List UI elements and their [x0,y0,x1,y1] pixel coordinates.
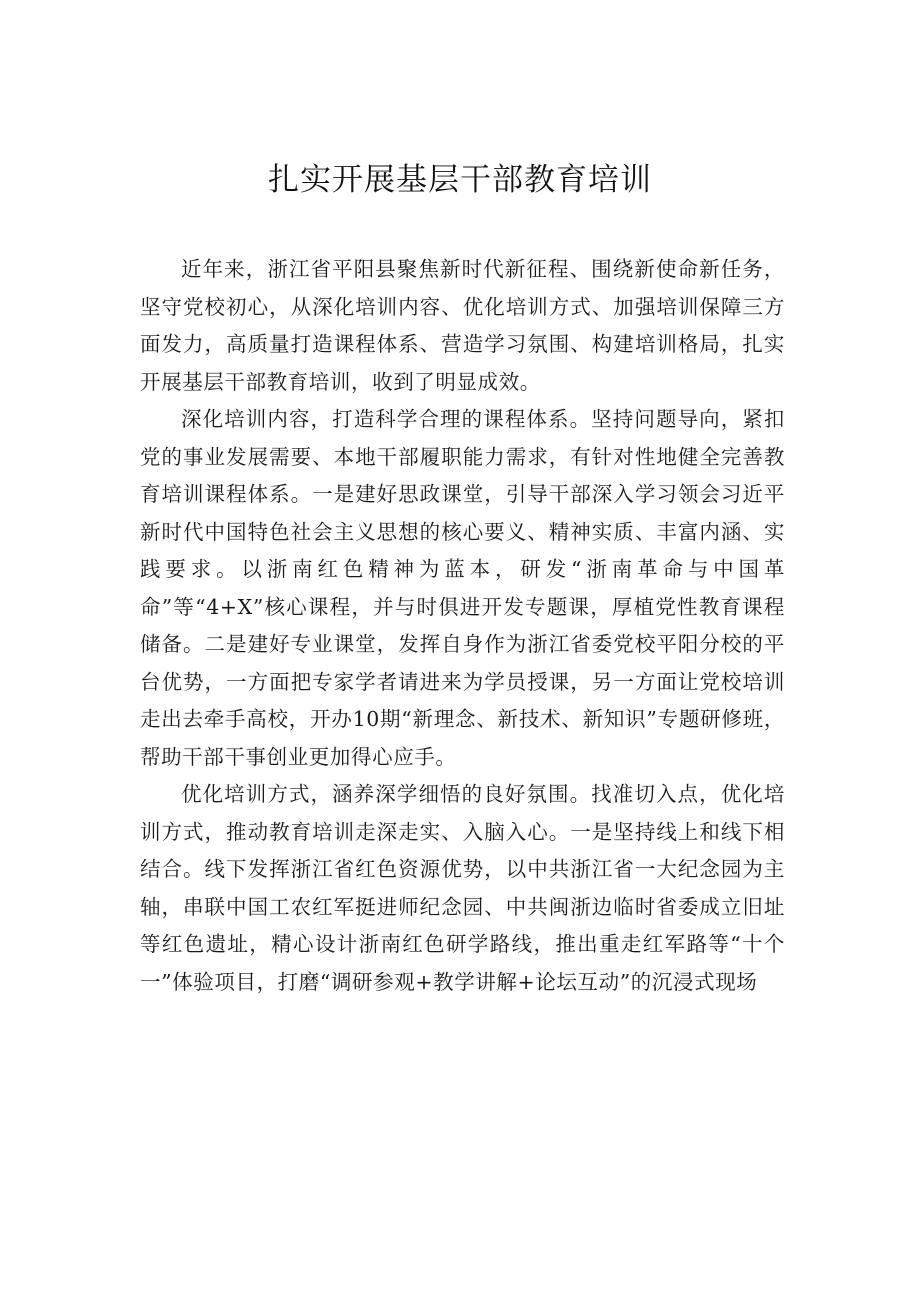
document-body [140,251,785,1001]
paragraph-intro: 近年来，浙江省平阳县聚焦新时代新征程、围绕新使命新任务，坚守党校初心，从深化培训内容、优化培训方式、加强培训保障三方面发力，高质量打造课程体系、营造学习氛围、构建培训格局，扎实开展基层干部教育培训，收到了明显成效。 [140,257,785,394]
paragraph-training-methods: 优化培训方式，涵养深学细悟的良好氛围。找准切入点，优化培训方式，推动教育培训走深走实、入脑入心。一是坚持线上和线下相结合。线下发挥浙江省红色资源优势，以中共浙江省一大纪念园为主轴，串联中国工农红军挺进师纪念园、中共闽浙边临时省委成立旧址等红色遗址，精心设计浙南红色研学路线，推出重走红军路等“十个一”体验项目，打磨“调研参观+教学讲解+论坛互动”的沉浸式现场 [140,782,785,994]
paragraph-training-content: 深化培训内容，打造科学合理的课程体系。坚持问题导向，紧扣党的事业发展需要、本地干部履职能力需求，有针对性地健全完善教育培训课程体系。一是建好思政课堂，引导干部深入学习领会习近平新时代中国特色社会主义思想的核心要义、精神实质、丰富内涵、实践要求。以浙南红色精神为蓝本，研发“浙南革命与中国革命”等“4+X”核心课程，并与时俱进开发专题课，厚植党性教育课程储备。二是建好专业课堂，发挥自身作为浙江省委党校平阳分校的平台优势，一方面把专家学者请进来为学员授课，另一方面让党校培训走出去牵手高校，开办10期“新理念、新技术、新知识”专题研修班，帮助干部干事创业更加得心应手。 [140,407,785,769]
document-title: 扎实开展基层干部教育培训 [268,162,652,198]
